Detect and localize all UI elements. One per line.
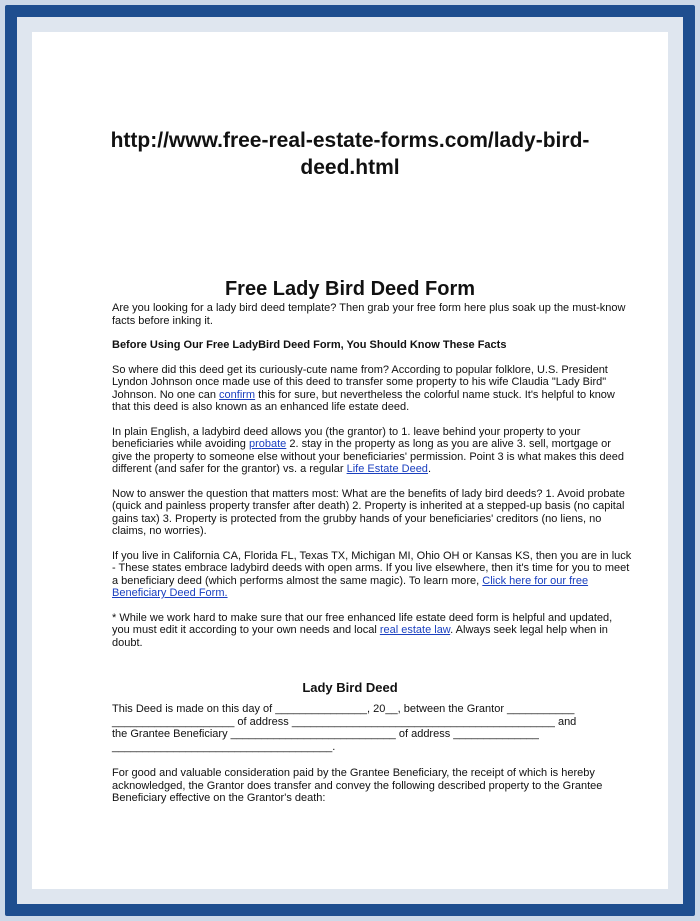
inner-frame <box>17 17 683 904</box>
disclaimer-text-a: * While we work hard to make sure that our free enhanced life estate deed form is helpful and updated, you must edit it according to your own needs and local <box>112 611 613 636</box>
facts-subheading: Before Using Our Free LadyBird Deed Form, You Should Know These Facts <box>112 339 507 351</box>
origin-text-b: this for sure, but nevertheless the colorful name stuck. It's helpful to know that this deed is also known as an enhanced life estate deed. <box>112 388 615 413</box>
url-line-1: http://www.free-real-estate-forms.com/lady-bird- <box>110 129 590 152</box>
disclaimer-text-b: . Always seek legal help when in doubt. <box>112 624 608 649</box>
document-title: Free Lady Bird Deed Form <box>224 278 476 300</box>
beneficiary-deed-link[interactable]: Click here for our free Beneficiary Deed Form. <box>112 574 589 599</box>
url-heading <box>72 127 628 181</box>
deed-line-4: ____________________________________. <box>112 740 336 753</box>
url-line-2: deed.html <box>300 156 400 179</box>
probate-link[interactable]: probate <box>248 438 287 450</box>
life-estate-deed-link[interactable]: Life Estate Deed <box>346 463 428 475</box>
deed-title: Lady Bird Deed <box>302 680 398 695</box>
states-paragraph <box>112 550 632 600</box>
real-estate-law-link[interactable]: real estate law <box>379 624 451 636</box>
deed-body <box>112 703 632 819</box>
origin-paragraph <box>112 364 632 414</box>
disclaimer-paragraph <box>112 612 632 650</box>
deed-line-3: the Grantee Beneficiary ___________________________ of address ______________ <box>112 728 539 740</box>
deed-parties <box>112 703 632 753</box>
definition-text-b: 2. stay in the property as long as you are alive 3. sell, mortgage or give the property to someone else without your beneficiaries' permission. Point 3 is what makes this deed different (and safer for the grantor) vs. a regular <box>112 438 625 475</box>
deed-line-2: ____________________ of address ___________________________________________ and <box>112 715 577 728</box>
document-page <box>32 32 668 889</box>
definition-text-c: . <box>427 463 431 475</box>
confirm-link[interactable]: confirm <box>219 388 256 401</box>
outer-frame <box>5 5 695 916</box>
origin-text-a: So where did this deed get its curiously-cute name from? According to popular folklore, U.S. President Lyndon Johnson once made use of this deed to transfer some property to his wife Claudia "Lady Bird" Johnson. No one can <box>112 363 608 401</box>
definition-text-a: In plain English, a ladybird deed allows you (the grantor) to 1. leave behind your property to your beneficiaries while avoiding <box>112 425 581 450</box>
document-content <box>112 302 632 661</box>
intro-paragraph: Are you looking for a lady bird deed template? Then grab your free form here plus soak up the must-know facts before inking it. <box>112 302 626 327</box>
consideration-paragraph: For good and valuable consideration paid by the Grantee Beneficiary, the receipt of which is hereby acknowledged, the Grantor does transfer and convey the following described property to the Grantee Beneficiary effective on the Grantor's death: <box>112 767 603 804</box>
deed-line-1: This Deed is made on this day of _______________, 20__, between the Grantor ___________ <box>112 703 575 715</box>
definition-paragraph <box>112 426 632 476</box>
states-text: If you live in California CA, Florida FL, Texas TX, Michigan MI, Ohio OH or Kansas KS, then you are in luck - These states embrace ladybird deeds with open arms. If you live elsewhere, then it's time for you to meet a beneficiary deed (which performs almost the same magic). To learn more, <box>112 549 632 587</box>
benefits-paragraph: Now to answer the question that matters most: What are the benefits of lady bird deeds? 1. Avoid probate (quick and painless property transfer after death) 2. Property is inherited at a stepped-up basis (no capital gains tax) 3. Property is protected from the grubby hands of your beneficiaries' creditors (no liens, no claims, no worries). <box>112 487 625 537</box>
